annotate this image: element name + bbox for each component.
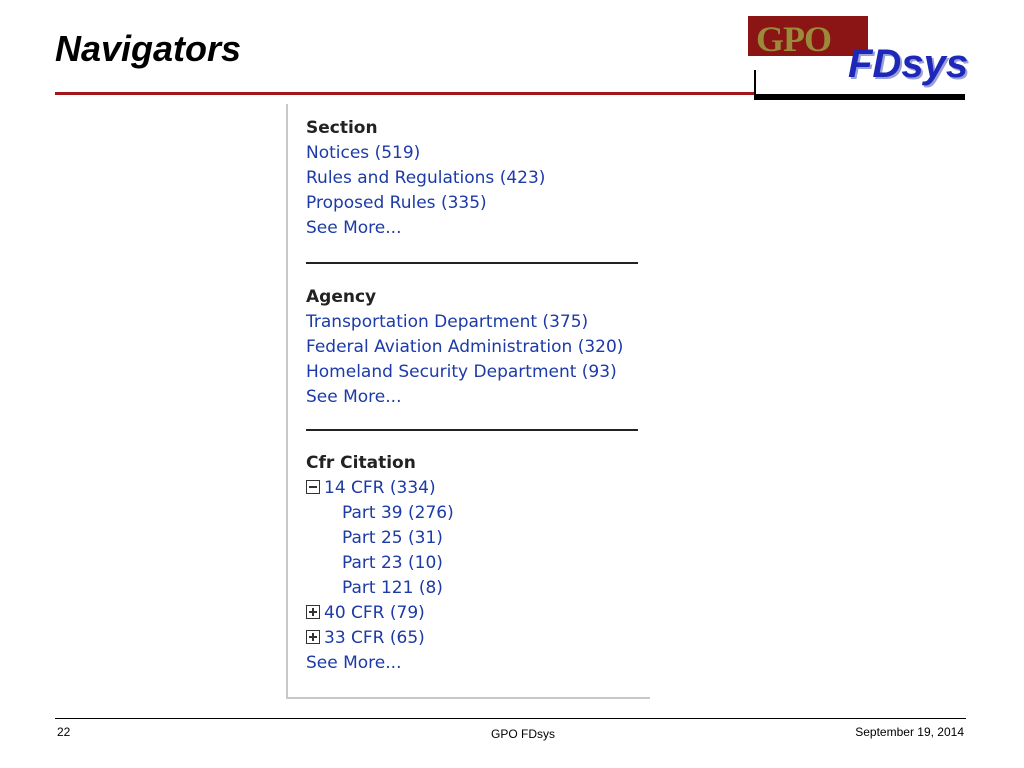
gpo-fdsys-logo xyxy=(748,16,988,106)
title-rule xyxy=(55,92,755,95)
plus-box-icon[interactable] xyxy=(306,605,320,619)
footer-date: September 19, 2014 xyxy=(855,725,964,739)
section-divider xyxy=(306,262,638,264)
logo-bar-horizontal xyxy=(754,94,965,100)
agency-link-faa[interactable]: Federal Aviation Administration (320) xyxy=(306,337,624,357)
cfr-part-121-link[interactable]: Part 121 (8) xyxy=(342,578,443,598)
cfr-40-label[interactable]: 40 CFR (79) xyxy=(324,603,425,623)
slide-title: Navigators xyxy=(55,28,242,69)
cfr-part-25-link[interactable]: Part 25 (31) xyxy=(342,528,443,548)
footer-title: GPO FDsys xyxy=(490,727,555,741)
section-heading: Section xyxy=(306,118,378,138)
fdsys-logo-text: FDsys xyxy=(848,42,969,86)
cfr-part-23-link[interactable]: Part 23 (10) xyxy=(342,553,443,573)
agency-link-homeland-security[interactable]: Homeland Security Department (93) xyxy=(306,362,617,382)
agency-heading: Agency xyxy=(306,287,377,307)
cfr-part-39-link[interactable]: Part 39 (276) xyxy=(342,503,454,523)
section-link-rules[interactable]: Rules and Regulations (423) xyxy=(306,168,546,188)
cfr-heading: Cfr Citation xyxy=(306,453,416,473)
section-link-notices[interactable]: Notices (519) xyxy=(306,143,421,163)
agency-divider xyxy=(306,429,638,431)
section-navigator xyxy=(306,116,545,241)
plus-box-icon[interactable] xyxy=(306,630,320,644)
cfr-14-label[interactable]: 14 CFR (334) xyxy=(324,478,436,498)
cfr-14-item[interactable] xyxy=(306,476,454,501)
agency-navigator xyxy=(306,285,623,410)
cfr-40-item[interactable] xyxy=(306,601,454,626)
agency-link-transportation[interactable]: Transportation Department (375) xyxy=(306,312,589,332)
navigators-panel xyxy=(286,104,650,699)
cfr-33-label[interactable]: 33 CFR (65) xyxy=(324,628,425,648)
footer-rule xyxy=(55,718,966,719)
cfr-33-item[interactable] xyxy=(306,626,454,651)
section-see-more-link[interactable]: See More... xyxy=(306,218,402,238)
cfr-navigator xyxy=(306,451,454,676)
agency-see-more-link[interactable]: See More... xyxy=(306,387,402,407)
slide-number: 22 xyxy=(57,725,71,739)
minus-box-icon[interactable] xyxy=(306,480,320,494)
gpo-logo-text: GPO xyxy=(756,19,831,59)
cfr-see-more-link[interactable]: See More... xyxy=(306,653,402,673)
section-link-proposed-rules[interactable]: Proposed Rules (335) xyxy=(306,193,487,213)
